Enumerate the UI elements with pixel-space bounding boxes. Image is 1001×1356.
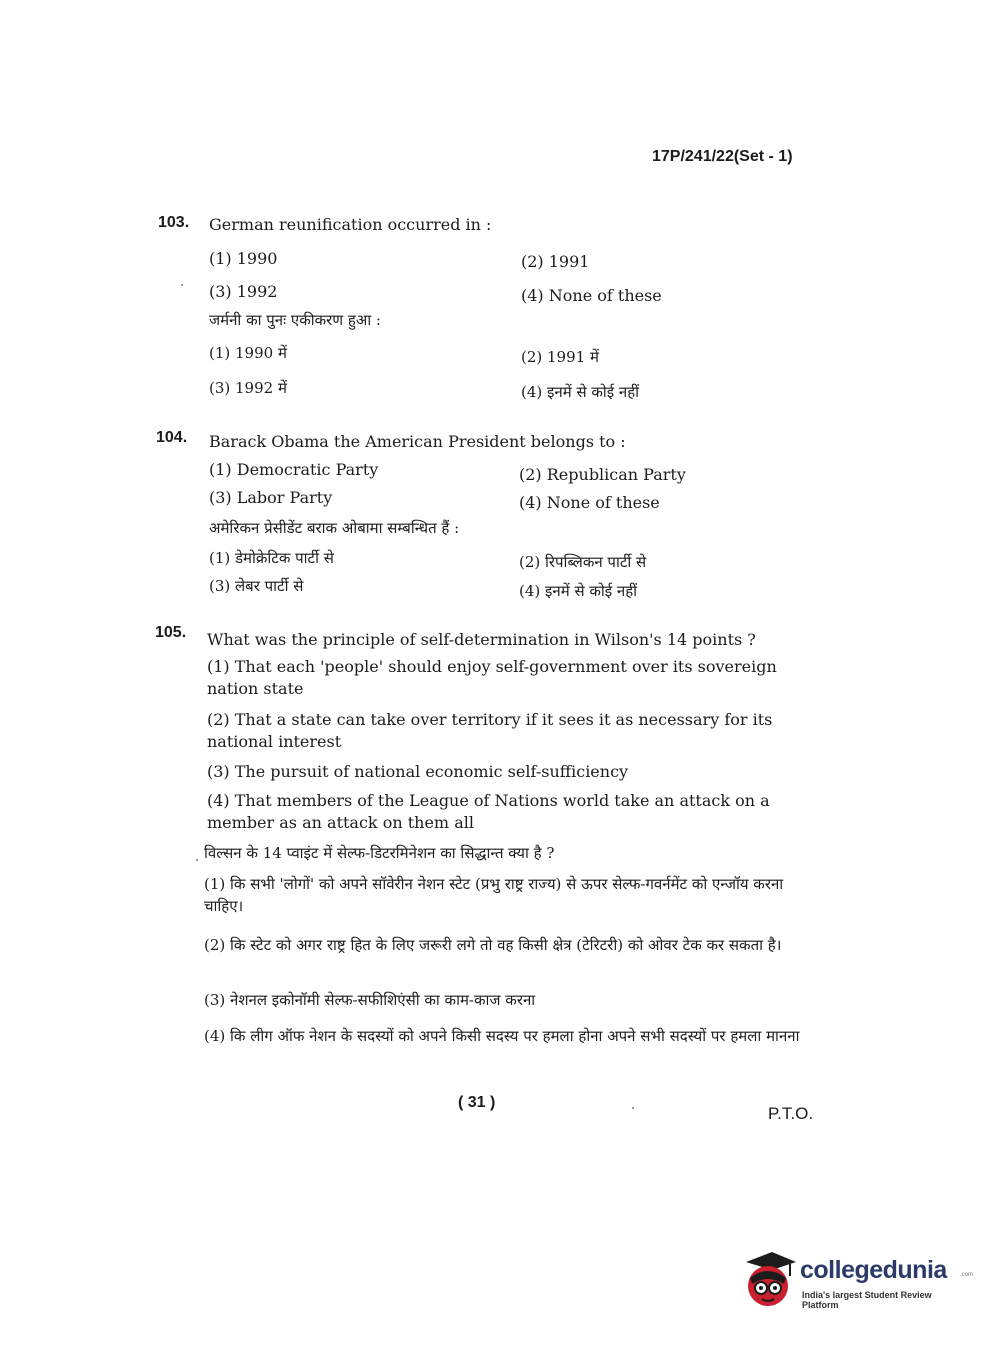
option-hi-2: (2) 1991 में bbox=[521, 348, 599, 366]
option-hi-1: (1) कि सभी 'लोगों' को अपने सॉवेरीन नेशन स्टेट (प्रभु राष्ट्र राज्य) से ऊपर सेल्फ-गवर्नमेंट को एन्जॉय करना चाहिए। bbox=[204, 875, 784, 915]
option-en-2: (2) Republican Party bbox=[519, 465, 686, 484]
option-hi-1: (1) डेमोक्रेटिक पार्टी से bbox=[209, 549, 334, 567]
question-text-hi: जर्मनी का पुनः एकीकरण हुआ : bbox=[209, 311, 381, 329]
mascot-icon bbox=[738, 1248, 798, 1314]
question-text-hi: विल्सन के 14 प्वाइंट में सेल्फ-डिटरमिनेशन का सिद्धान्त क्या है ? bbox=[204, 844, 555, 862]
brand-tagline: India's largest Student Review Platform bbox=[802, 1290, 932, 1310]
option-hi-3: (3) लेबर पार्टी से bbox=[209, 577, 304, 595]
scan-speck bbox=[196, 859, 198, 861]
question-number: 104. bbox=[156, 429, 188, 446]
option-en-1: (1) Democratic Party bbox=[209, 460, 379, 479]
page-number: ( 31 ) bbox=[458, 1094, 496, 1111]
option-en-4: (4) None of these bbox=[519, 493, 660, 512]
scan-speck bbox=[181, 284, 183, 286]
option-en-3: (3) Labor Party bbox=[209, 488, 333, 507]
question-text-en: What was the principle of self-determination in Wilson's 14 points ? bbox=[207, 630, 756, 649]
question-number: 105. bbox=[155, 624, 187, 641]
pto-label: P.T.O. bbox=[768, 1104, 814, 1123]
option-hi-1: (1) 1990 में bbox=[209, 344, 287, 362]
option-hi-3: (3) नेशनल इकोनॉमी सेल्फ-सफीशिएंसी का काम-काज करना bbox=[204, 991, 536, 1009]
option-en-1: (1) 1990 bbox=[209, 249, 278, 268]
scan-speck bbox=[632, 1107, 634, 1109]
option-hi-4: (4) कि लीग ऑफ नेशन के सदस्यों को अपने किसी सदस्य पर हमला होना अपने सभी सदस्यों पर हमला मानना bbox=[204, 1027, 800, 1045]
collegedunia-watermark bbox=[738, 1248, 974, 1318]
question-text-en: Barack Obama the American President belongs to : bbox=[209, 432, 626, 451]
option-hi-3: (3) 1992 में bbox=[209, 379, 287, 397]
option-en-4: (4) None of these bbox=[521, 286, 662, 305]
option-hi-4: (4) इनमें से कोई नहीं bbox=[519, 582, 638, 600]
option-en-2: (2) That a state can take over territory if it sees it as necessary for its national interest bbox=[207, 710, 773, 751]
option-hi-2: (2) रिपब्लिकन पार्टी से bbox=[519, 553, 647, 571]
option-hi-4: (4) इनमें से कोई नहीं bbox=[521, 383, 640, 401]
brand-name: collegedunia bbox=[800, 1256, 947, 1284]
brand-dotcom: .com bbox=[960, 1272, 974, 1278]
question-text-en: German reunification occurred in : bbox=[209, 215, 492, 234]
option-en-3: (3) 1992 bbox=[209, 282, 278, 301]
option-en-1: (1) That each 'people' should enjoy self-government over its sovereign nation state bbox=[207, 657, 777, 698]
option-hi-2: (2) कि स्टेट को अगर राष्ट्र हित के लिए जरूरी लगे तो वह किसी क्षेत्र (टेरिटरी) को ओवर टेक कर सकता है। bbox=[204, 936, 782, 954]
paper-code: 17P/241/22(Set - 1) bbox=[652, 148, 793, 165]
question-text-hi: अमेरिकन प्रेसीडेंट बराक ओबामा सम्बन्धित हैं : bbox=[209, 519, 460, 537]
option-en-2: (2) 1991 bbox=[521, 252, 590, 271]
option-en-4: (4) That members of the League of Nations world take an attack on a member as an attack on them all bbox=[207, 791, 770, 832]
option-en-3: (3) The pursuit of national economic self-sufficiency bbox=[207, 762, 629, 781]
question-number: 103. bbox=[158, 214, 190, 231]
